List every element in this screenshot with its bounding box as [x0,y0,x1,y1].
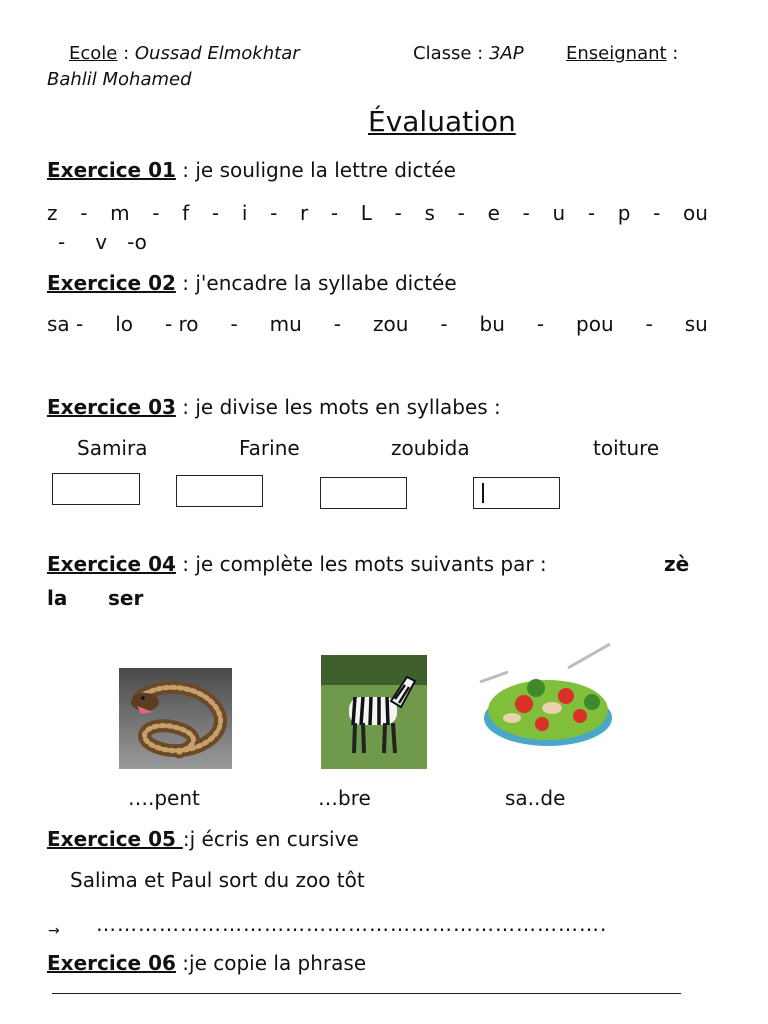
word-farine: Farine [239,436,300,460]
letter-item: -o [127,230,147,254]
exercise-01-instruction: : je souligne la lettre dictée [175,158,456,182]
syllable-item: zou [372,312,409,336]
exercise-04-instruction: : je complète les mots suivants par : [175,552,547,576]
blank-word-zebre: …bre [318,786,371,810]
exercise-05-heading [47,827,359,851]
syllable-box[interactable] [52,473,140,505]
snake-photo [119,668,232,769]
exercise-02-heading [47,271,457,295]
snake-icon [119,668,232,769]
class-sep: : [471,43,489,64]
choice-ze: zè [664,552,690,576]
exercise-06-label: Exercice 06 [47,951,176,975]
syllable-item: sa - [47,312,84,336]
letter-item: r [299,201,309,225]
school-sep: : [117,43,135,64]
letter-item: v [95,230,108,254]
letter-item: m [110,201,130,225]
school-name: Oussad Elmokhtar [134,43,300,64]
letter-item: - [152,201,160,225]
letter-item: - [522,201,530,225]
exercise-03-instruction: : je divise les mots en syllabes : [175,395,501,419]
syllable-item: su [684,312,708,336]
school-line [69,43,300,64]
exercise-06-instruction: :je copie la phrase [175,951,367,975]
page-title: Évaluation [368,105,516,138]
syllable-item: - [645,312,653,336]
copy-writing-line[interactable] [52,993,681,994]
letter-item: z [47,201,58,225]
word-samira: Samira [77,436,148,460]
letter-item: - [587,201,596,225]
zebra-photo [321,655,427,769]
exercise-01-heading [47,158,456,182]
syllable-item: - [440,312,448,336]
arrow-icon: → [48,923,60,939]
exercise-05-label: Exercice 05 [47,827,183,851]
salad-icon [476,638,616,752]
salad-photo [476,638,616,752]
letter-item: f [182,201,190,225]
syllable-item: - [536,312,545,336]
exercise-04-label: Exercice 04 [47,552,176,576]
syllable-item: - [230,312,238,336]
choice-ser: ser [108,586,144,610]
syllable-box[interactable] [320,477,407,509]
exercise-03-heading [47,395,501,419]
model-sentence: Salima et Paul sort du zoo tôt [70,868,365,892]
choice-la: la [47,586,68,610]
letter-item: - [58,230,66,254]
exercise-02-label: Exercice 02 [47,271,176,295]
letter-item: s [424,201,435,225]
teacher-label: Enseignant [566,43,667,64]
exercise-06-heading [47,951,366,975]
syllable-item: mu [269,312,302,336]
word-toiture: toiture [593,436,660,460]
syllable-item: bu [479,312,505,336]
letter-item: ou [683,201,708,225]
teacher-name: Bahlil Mohamed [47,69,192,90]
letter-item: - [270,201,278,225]
exercise-03-label: Exercice 03 [47,395,176,419]
word-zoubida: zoubida [391,436,470,460]
syllable-box[interactable] [473,477,560,509]
class-line [413,43,524,64]
teacher-sep: : [666,43,679,64]
exercise-02-syllables [47,312,708,336]
letter-item: - [394,201,402,225]
letter-item: - [653,201,661,225]
cursive-writing-line[interactable]: ………………………………………………………………. [96,912,608,936]
exercise-04-heading [47,552,547,576]
syllable-item: - [333,312,342,336]
syllable-item: - ro [164,312,199,336]
letter-item: p [617,201,631,225]
exercise-05-instruction: :j écris en cursive [182,827,359,851]
syllable-item: pou [576,312,614,336]
letter-item: L [360,201,372,225]
letter-item: - [80,201,88,225]
exercise-01-label: Exercice 01 [47,158,176,182]
zebra-icon [321,655,427,769]
syllable-item: lo [115,312,133,336]
class-value: 3AP [488,43,524,64]
teacher-line [566,43,678,64]
letter-item: - [457,201,465,225]
exercise-02-instruction: : j'encadre la syllabe dictée [175,271,457,295]
text-cursor [482,483,484,503]
syllable-box[interactable] [176,475,263,507]
letter-item: - [330,201,339,225]
exercise-01-letters [47,201,708,225]
class-label: Classe [413,43,472,64]
letter-item: u [552,201,566,225]
exercise-01-letters-line2 [58,230,147,254]
blank-word-salade: sa..de [505,786,566,810]
school-label: Ecole [69,43,118,64]
letter-item: e [487,201,500,225]
letter-item: i [241,201,248,225]
letter-item: - [211,201,220,225]
blank-word-serpent: ….pent [128,786,200,810]
